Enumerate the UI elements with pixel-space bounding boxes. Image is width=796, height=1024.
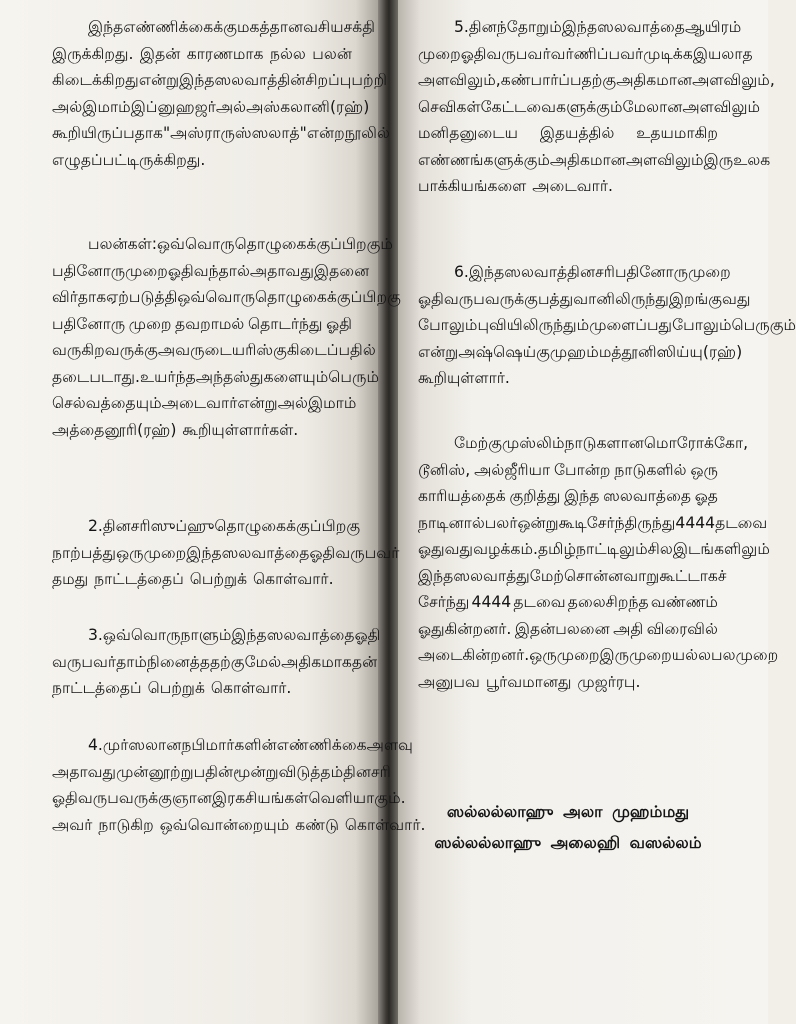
text-line: டூனிஸ், அல்ஜீரியா போன்ற நாடுகளில் ஒரு: [418, 460, 718, 479]
text-line: 6. இந்த ஸலவாத் தினசரி பதினோரு முறை: [454, 263, 731, 281]
text-line: அதாவது முன்னூற்று பதின்மூன்று விடுத்தம் தினசரி: [52, 762, 391, 781]
text-line: காரியத்தைக் குறித்து இந்த ஸலவாத்தை ஓத: [418, 487, 718, 505]
text-line: 2. தினசரி ஸுப்ஹு தொழுகைக்குப் பிறகு: [88, 517, 361, 535]
text-line: மனிதனுடைய இதயத்தில் உதயமாகிற: [418, 124, 718, 142]
text-line: வருகிறவருக்கு அவருடைய ரிஸ்கு கிடைப்பதில்: [52, 341, 376, 359]
text-line: கூறியுள்ளார்.: [418, 369, 510, 387]
text-line: ஓதிவருபவருக்கு பத்து வானிலிருந்து இறங்குவது: [418, 289, 751, 308]
text-line: வருபவர் தாம் நினைத்ததற்கு மேல் அதிகமாக தன்: [52, 652, 378, 671]
paragraph-point-6: [418, 259, 796, 392]
text-line: ஸல்லல்லாஹு அலைஹி வஸல்லம்: [434, 833, 702, 852]
text-line: 4. முர்ஸலான நபிமார்களின் எண்ணிக்கை அளவு: [88, 736, 413, 754]
paragraph-benefits: [52, 231, 401, 443]
text-line: பாக்கியங்களை அடைவார்.: [418, 177, 613, 195]
book-spine: [378, 0, 398, 1024]
text-line: போலும் புவியிலிருந்தும் முளைப்பது போலும் பெருகும்: [418, 316, 796, 334]
text-line: செவிகள் கேட்டவைகளுக்கும் மேலான அளவிலும்: [418, 97, 761, 116]
text-line: இந்த ஸலவாத்து மேற்சொன்னவாறு கூட்டாகச்: [418, 566, 727, 585]
text-line: இருக்கிறது. இதன் காரணமாக நல்ல பலன்: [52, 44, 352, 63]
text-line: சேர்ந்து 4444 தடவை தலைசிறந்த வண்ணம்: [418, 593, 718, 611]
text-line: பலன்கள் : ஒவ்வொரு தொழுகைக்குப் பிறகும்: [88, 235, 393, 253]
text-line: ஓதுவது வழக்கம். தமிழ்நாட்டிலும் சில இடங்களிலும்: [418, 540, 770, 558]
text-line: பதினோரு முறை ஓதி வந்தால் அதாவது இதனை: [52, 261, 370, 280]
text-line: மேற்கு முஸ்லிம் நாடுகளான மொரோக்கோ,: [454, 434, 749, 452]
text-line: 3. ஒவ்வொரு நாளும் இந்த ஸலவாத்தை ஓதி: [88, 626, 381, 644]
text-line: அனுபவ பூர்வமானது முஜர்ரபு.: [418, 672, 641, 691]
paragraph-intro: [52, 14, 390, 173]
text-line: அல் இமாம் இப்னு ஹஜர் அல் அஸ்கலானி (ரஹ்): [52, 97, 370, 116]
text-line: ஸல்லல்லாஹு அலா முஹம்மது: [446, 802, 690, 821]
text-line: அத்தைனூரி(ரஹ்) கூறியுள்ளார்கள்.: [52, 420, 299, 439]
text-line: ஓதிவருபவருக்கு ஞான இரகசியங்கள் வெளியாகும்.: [52, 789, 406, 807]
text-line: நாடினால் பலர் ஒன்று கூடி சேர்ந்திருந்து 4444 தடவை: [418, 513, 768, 532]
text-line: எழுதப்பட்டிருக்கிறது.: [52, 150, 206, 169]
text-line: கிடைக்கிறது என்று இந்த ஸலவாத்தின் சிறப்பு பற்றி: [52, 71, 388, 89]
text-line: ஓதுகின்றனர். இதன்பலனை அதி விரைவில்: [418, 619, 718, 638]
text-line: அவர் நாடுகிற ஒவ்வொன்றையும் கண்டு கொள்வார்.: [52, 815, 426, 834]
text-line: அடைகின்றனர். ஒரு முறை இருமுறையல்ல பலமுறை: [418, 646, 779, 664]
paragraph-point-3: [52, 622, 381, 702]
text-line: விர்தாக ஏற்படுத்தி ஒவ்வொரு தொழுகைக்குப் பிறகு: [52, 288, 401, 306]
text-line: பதினோரு முறை தவறாமல் தொடர்ந்து ஓதி: [52, 314, 352, 333]
text-line: முறை ஓதி வருபவர் வர்ணிப்பவர் முடிக்க இயலாத: [418, 44, 753, 63]
text-line: செல்வத்தையும் அடைவார் என்று அல் இமாம்: [52, 394, 357, 412]
paragraph-point-4: [52, 732, 426, 838]
text-line: நாட்டத்தைப் பெற்றுக் கொள்வார்.: [52, 679, 292, 697]
text-line: எண்ணங்களுக்கும் அதிகமான அளவிலும் இரு உலக: [418, 150, 771, 169]
text-line: கூறியிருப்பதாக "அஸ்ராருஸ் ஸலாத்" என்ற நூலில்: [52, 124, 390, 142]
paragraph-point-2: [52, 513, 400, 593]
text-line: தமது நாட்டத்தைப் பெற்றுக் கொள்வார்.: [52, 570, 334, 588]
text-line: 5. தினந்தோறும் இந்த ஸலவாத்தை ஆயிரம்: [454, 18, 742, 36]
paragraph-western: [418, 430, 779, 695]
text-line: தடைபடாது. உயர்ந்த அந்தஸ்துகளையும் பெரும்: [52, 367, 380, 386]
text-line: இந்த எண்ணிக்கைக்கு மகத்தான வசிய சக்தி: [88, 18, 376, 36]
text-line: அளவிலும், கண்பார்ப்பதற்கு அதிகமான அளவிலும்,: [418, 71, 775, 89]
closing-salawat-heading: [418, 796, 718, 858]
paragraph-point-5: [418, 14, 775, 200]
text-line: என்று அஷ்ஷெய்கு முஹம்மத் தூனிஸிய்யு(ரஹ்): [418, 342, 743, 361]
text-line: நாற்பத்து ஒரு முறை இந்த ஸலவாத்தை ஓதி வருபவர்: [52, 543, 400, 562]
